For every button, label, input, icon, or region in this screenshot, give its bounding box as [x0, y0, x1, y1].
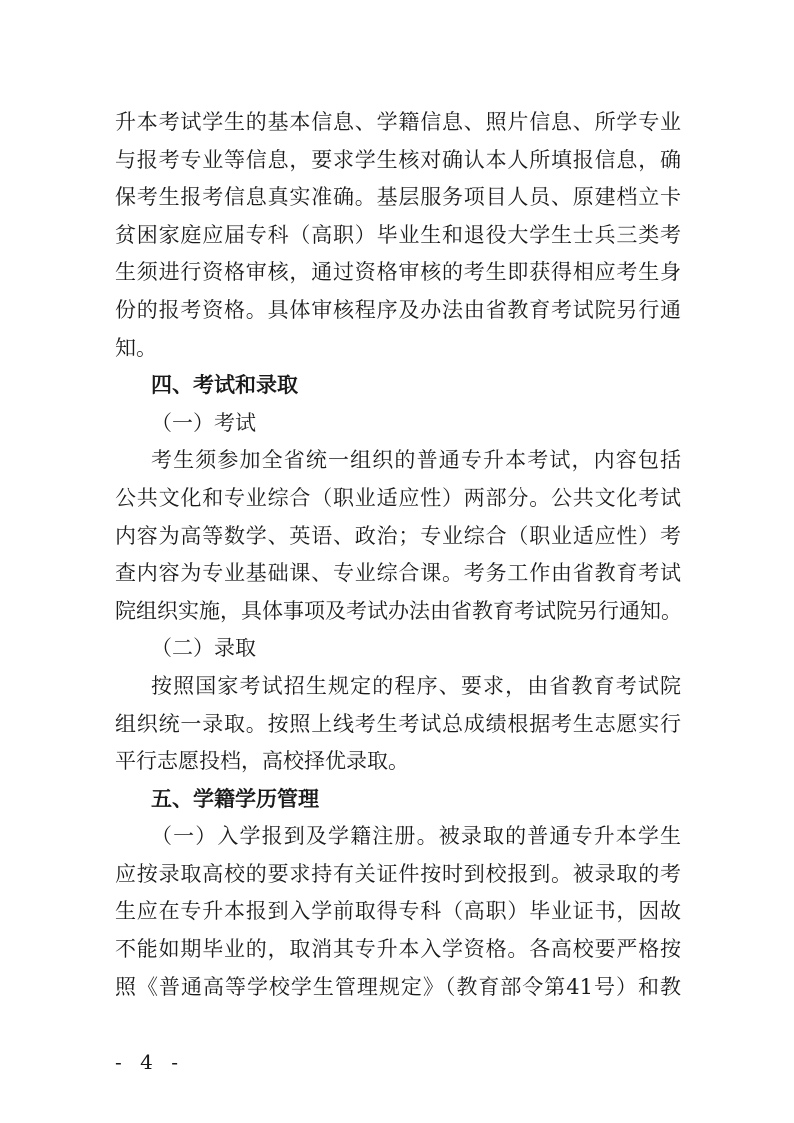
- text-line: 不能如期毕业的，取消其专升本入学资格。各高校要严格按: [115, 937, 681, 962]
- text-line: 院组织实施，具体事项及考试办法由省教育考试院另行通知。: [115, 598, 682, 623]
- text-line: 生应在专升本报到入学前取得专科（高职）毕业证书，因故: [115, 899, 681, 924]
- section-heading: 五、学籍学历管理: [151, 786, 319, 811]
- text-line: 知。: [115, 335, 157, 360]
- text-line: （一）入学报到及学籍注册。被录取的普通专升本学生: [151, 824, 681, 849]
- text-line: 份的报考资格。具体审核程序及办法由省教育考试院另行通: [115, 297, 681, 322]
- text-line: 升本考试学生的基本信息、学籍信息、照片信息、所学专业: [115, 110, 681, 134]
- subsection-heading: （二）录取: [151, 636, 256, 661]
- text-line: 组织统一录取。按照上线考生考试总成绩根据考生志愿实行: [115, 711, 681, 736]
- text-line: 保考生报考信息真实准确。基层服务项目人员、原建档立卡: [115, 185, 681, 210]
- text-line: 平行志愿投档，高校择优录取。: [115, 749, 409, 774]
- text-line: 内容为高等数学、英语、政治；专业综合（职业适应性）考: [115, 523, 681, 548]
- document-body: [115, 104, 681, 1006]
- page-number: - 4 -: [115, 1050, 184, 1074]
- text-line: 应按录取高校的要求持有关证件按时到校报到。被录取的考: [115, 861, 681, 886]
- text-line: 查内容为专业基础课、专业综合课。考务工作由省教育考试: [115, 561, 681, 586]
- section-heading: 四、考试和录取: [151, 373, 298, 398]
- subsection-heading: （一）考试: [151, 410, 256, 435]
- text-line: 与报考专业等信息，要求学生核对确认本人所填报信息，确: [115, 147, 681, 172]
- text-line: 贫困家庭应届专科（高职）毕业生和退役大学生士兵三类考: [115, 222, 681, 247]
- text-line: 照《普通高等学校学生管理规定》（教育部令第41号）和教: [115, 974, 681, 999]
- text-line: 按照国家考试招生规定的程序、要求，由省教育考试院: [151, 673, 681, 698]
- text-line: 公共文化和专业综合（职业适应性）两部分。公共文化考试: [115, 485, 681, 510]
- text-line: 考生须参加全省统一组织的普通专升本考试，内容包括: [151, 448, 681, 473]
- text-line: 生须进行资格审核，通过资格审核的考生即获得相应考生身: [115, 260, 681, 285]
